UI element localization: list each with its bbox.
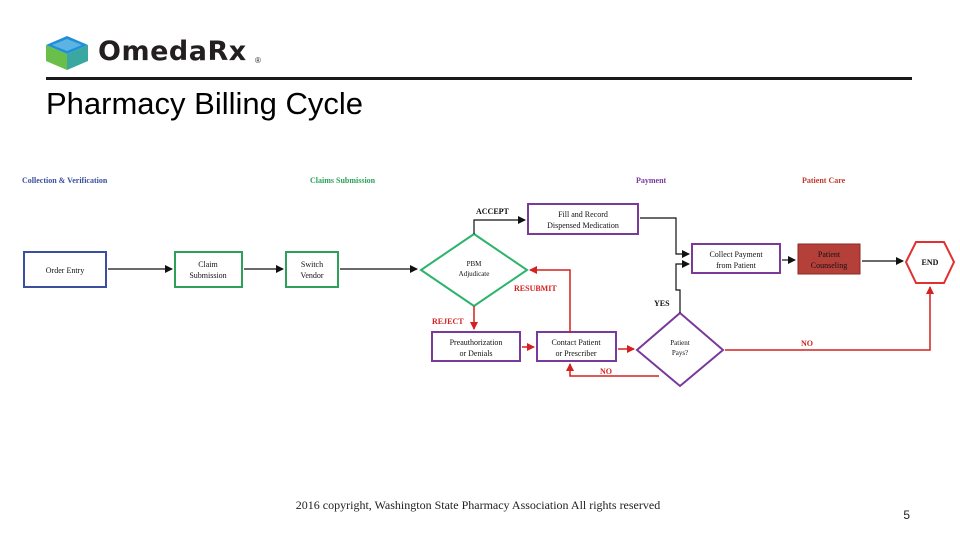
node-collect-payment-line2: from Patient (716, 261, 756, 270)
node-pbm-line2: Adjudicate (458, 270, 490, 278)
node-claim-submission-line2: Submission (189, 271, 227, 280)
node-contact-line2: or Prescriber (555, 349, 597, 358)
node-end (906, 242, 954, 283)
edge-label-no-main: NO (801, 339, 813, 348)
node-pbm-adjudicate (421, 234, 527, 306)
node-fill-record-line1: Fill and Record (558, 210, 608, 219)
node-fill-record-line2: Dispensed Medication (547, 221, 619, 230)
node-collect-payment (692, 244, 780, 273)
brand-name: OmedaRx (98, 36, 247, 67)
node-switch-vendor (286, 252, 338, 287)
edge-label-accept: ACCEPT (476, 207, 509, 216)
node-end-label: END (921, 258, 939, 267)
page-number: 5 (903, 508, 910, 522)
node-preauth-line1: Preauthorization (449, 338, 503, 347)
stage-payment-label: Payment (636, 176, 667, 185)
stage-care-label: Patient Care (802, 176, 846, 185)
node-claim-submission (175, 252, 242, 287)
edge-label-reject: REJECT (432, 317, 464, 326)
node-counseling-line2: Counseling (810, 261, 848, 270)
node-patient-counseling (798, 244, 860, 274)
arrow-pays-no-loop (570, 364, 659, 376)
copyright-notice (0, 498, 960, 513)
node-contact-patient (537, 332, 616, 361)
node-switch-vendor-line1: Switch (300, 260, 324, 269)
node-patient-pays (637, 313, 723, 386)
node-preauth-line2: or Denials (459, 349, 493, 358)
node-claim-submission-line1: Claim (198, 260, 218, 269)
node-pays-line1: Patient (670, 339, 690, 347)
stage-collection-label: Collection & Verification (22, 176, 108, 185)
node-order-entry-label: Order Entry (45, 266, 85, 275)
arrow-pays-no-to-end (725, 287, 930, 350)
stage-claims-label: Claims Submission (310, 176, 376, 185)
copyright-text: 2016 copyright, Washington State Pharmacy Association All rights reserved (295, 498, 661, 512)
node-pbm-line1: PBM (466, 260, 482, 268)
node-preauthorization (432, 332, 520, 361)
edge-label-yes: YES (654, 299, 670, 308)
arrow-pbm-accept (474, 220, 525, 234)
arrow-resubmit (530, 270, 570, 333)
node-order-entry (24, 252, 106, 287)
registered-mark: ® (255, 56, 261, 65)
node-fill-record (528, 204, 638, 234)
arrow-fill-to-collect (640, 218, 689, 254)
edge-label-no-loop: NO (600, 367, 612, 376)
node-collect-payment-line1: Collect Payment (709, 250, 763, 259)
node-pays-line2: Pays? (671, 349, 689, 357)
arrow-yes-to-collect (676, 264, 689, 313)
edge-label-resubmit: RESUBMIT (514, 284, 557, 293)
node-switch-vendor-line2: Vendor (300, 271, 324, 280)
node-contact-line1: Contact Patient (551, 338, 601, 347)
slide-title: Pharmacy Billing Cycle (46, 86, 363, 121)
node-counseling-line1: Patient (817, 250, 841, 259)
